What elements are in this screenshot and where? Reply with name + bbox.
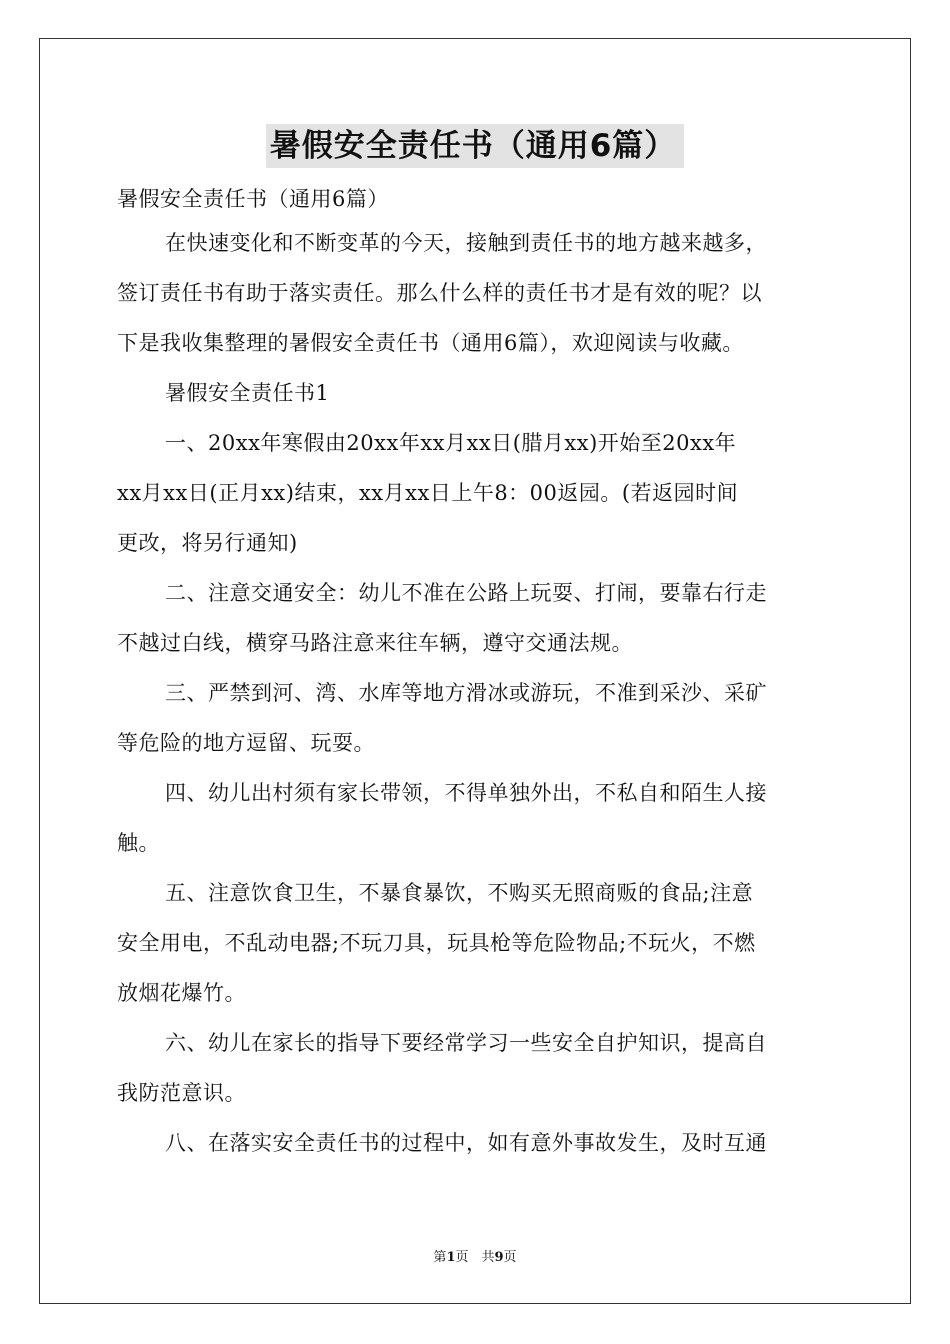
- section-heading: 暑假安全责任书1: [165, 381, 330, 405]
- text-line: 八、在落实安全责任书的过程中，如有意外事故发生，及时互通: [165, 1131, 767, 1155]
- text-line: 不越过白线，横穿马路注意来往车辆，遵守交通法规。: [117, 631, 633, 655]
- text-line: 我防范意识。: [117, 1081, 246, 1105]
- document-body: [117, 180, 835, 1168]
- page-footer: [0, 1246, 950, 1265]
- text-line: xx月xx日(正月xx)结束，xx月xx日上午8：00返园。(若返园时间: [117, 481, 739, 505]
- footer-suffix: 页: [503, 1250, 517, 1265]
- footer-prefix: 第: [433, 1250, 447, 1265]
- text-line: 安全用电，不乱动电器;不玩刀具，玩具枪等危险物品;不玩火，不燃: [117, 931, 756, 955]
- text-line: 六、幼儿在家长的指导下要经常学习一些安全自护知识，提高自: [165, 1031, 767, 1055]
- text-line: 二、注意交通安全：幼儿不准在公路上玩耍、打闹，要靠右行走: [165, 581, 767, 605]
- text-line: 更改，将另行通知): [117, 531, 298, 555]
- title-container: [0, 124, 950, 168]
- text-line: 签订责任书有助于落实责任。那么什么样的责任书才是有效的呢？以: [117, 281, 762, 305]
- footer-middle: 页 共: [455, 1250, 495, 1265]
- text-line: 放烟花爆竹。: [117, 981, 246, 1005]
- text-line: 三、严禁到河、湾、水库等地方滑冰或游玩，不准到采沙、采矿: [165, 681, 767, 705]
- footer-total-pages: 9: [494, 1250, 504, 1265]
- text-line: 触。: [117, 831, 160, 855]
- text-line: 五、注意饮食卫生，不暴食暴饮，不购买无照商贩的食品;注意: [165, 881, 754, 905]
- text-line: 四、幼儿出村须有家长带领，不得单独外出，不私自和陌生人接: [165, 781, 767, 805]
- document-title: 暑假安全责任书（通用6篇）: [266, 124, 685, 168]
- text-line: 下是我收集整理的暑假安全责任书（通用6篇），欢迎阅读与收藏。: [117, 331, 744, 355]
- text-line: 在快速变化和不断变革的今天，接触到责任书的地方越来越多，: [165, 231, 767, 255]
- text-line: 等危险的地方逗留、玩耍。: [117, 731, 375, 755]
- text-line: 一、20xx年寒假由20xx年xx月xx日(腊月xx)开始至20xx年: [165, 431, 737, 455]
- text-line: 暑假安全责任书（通用6篇）: [117, 187, 389, 211]
- footer-page-number: 1: [446, 1250, 456, 1265]
